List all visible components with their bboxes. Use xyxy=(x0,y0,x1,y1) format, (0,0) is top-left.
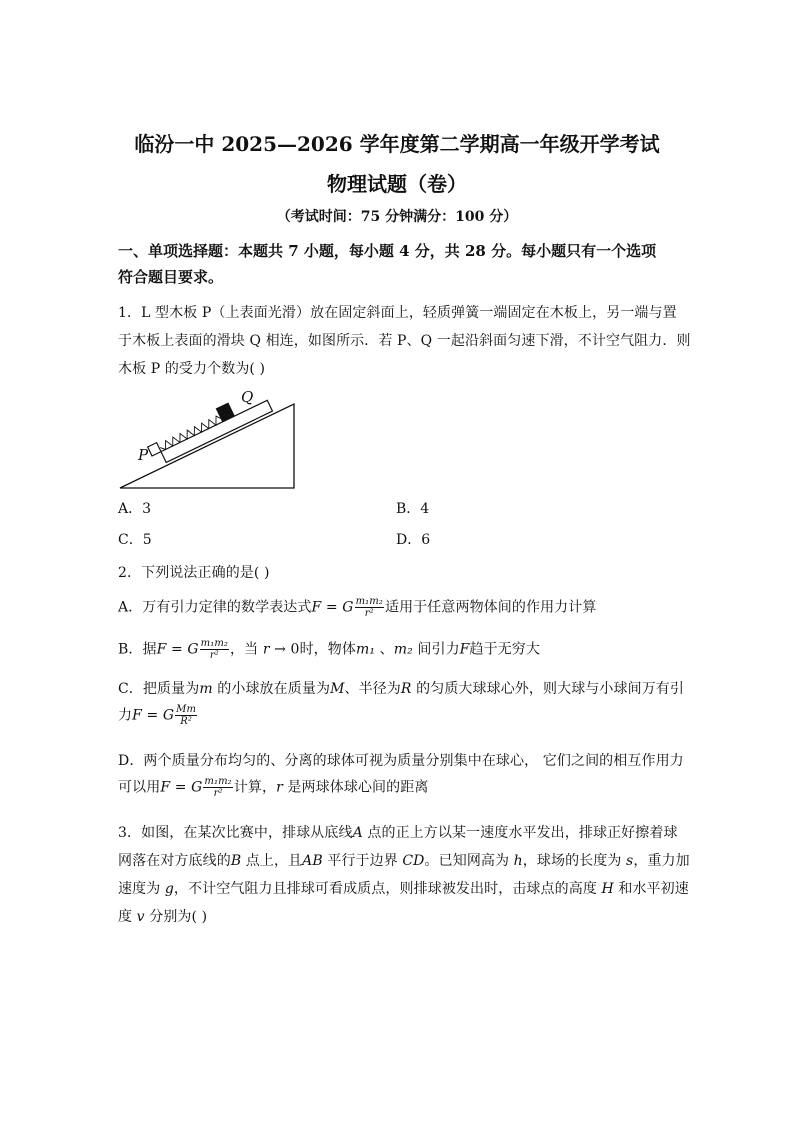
q2-option-a: A．万有引力定律的数学表达式F = G $\frac{\text{m₁m₂}}{\text{r²}}$ 适用于任意两物体间的作用力计算 xyxy=(118,596,597,619)
fraction: $\frac{\text{m₁m₂}}{\text{r²}}$ xyxy=(204,776,232,799)
q3-stem-line1: 3．如图，在某次比赛中，排球从底线A 点的正上方以某一速度水平发出，排球正好擦着球 xyxy=(118,825,678,841)
plank-p xyxy=(145,387,272,467)
fraction: $\frac{\text{m₁m₂}}{\text{r²}}$ xyxy=(355,596,383,619)
label-q: Q xyxy=(241,388,254,406)
exam-subtitle: 物理试题（卷） xyxy=(327,172,467,196)
q1-stem-line2: 于木板上表面的滑块 Q 相连，如图所示．若 P、Q 一起沿斜面匀速下滑，不计空气阻力．则 xyxy=(118,333,691,349)
q1-option-c: C．5 xyxy=(118,532,152,548)
q1-stem-line1: 1．L 型木板 P（上表面光滑）放在固定斜面上，轻质弹簧一端固定在木板上，另一端与置 xyxy=(118,305,677,321)
section-heading-line2: 符合题目要求。 xyxy=(118,268,224,286)
q2-option-c-line2: 力F = G $\frac{Mm}{\text{R²}}$ xyxy=(118,704,197,727)
q3-stem-line4: 度 v 分别为( ) xyxy=(118,909,208,925)
section-heading-line1: 一、单项选择题：本题共 7 小题，每小题 4 分，共 28 分。每小题只有一个选项 xyxy=(118,242,657,260)
fraction: $\frac{\text{m₁m₂}}{\text{r²}}$ xyxy=(200,638,229,661)
q1-stem-line3: 木板 P 的受力个数为( ) xyxy=(118,361,266,377)
q3-stem-line2: 网落在对方底线的B 点上，且AB 平行于边界 CD。已知网高为 h，球场的长度为 s，重力加 xyxy=(118,853,690,869)
q2-option-d-line2: 可以用F = G $\frac{\text{m₁m₂}}{\text{r²}}$ 计算，r 是两球体球心间的距离 xyxy=(118,776,429,799)
q2-option-b: B．据F = G $\frac{\text{m₁m₂}}{\text{r²}}$ ，当 r → 0时，物体m₁ 、m₂ 间引力F趋于无穷大 xyxy=(118,638,540,661)
q1-option-d: D．6 xyxy=(396,532,431,548)
q2-option-d-line1: D．两个质量分布均匀的、分离的球体可视为质量分别集中在球心， 它们之间的相互作用力 xyxy=(118,753,684,769)
exam-info: （考试时间：75 分钟满分：100 分） xyxy=(276,209,518,225)
q2-option-c-line1: C．把质量为m 的小球放在质量为M、半径为R 的匀质大球球心外，则大球与小球间万有引 xyxy=(118,681,685,697)
label-p: P xyxy=(138,446,149,464)
exam-title: 临汾一中 2025—2026 学年度第二学期高一年级开学考试 xyxy=(134,132,660,156)
incline-figure xyxy=(118,386,298,492)
q3-stem-line3: 速度为 g，不计空气阻力且排球可看成质点，则排球被发出时，击球点的高度 H 和水平初速 xyxy=(118,881,689,897)
q1-option-b: B．4 xyxy=(396,501,430,517)
q2-stem: 2．下列说法正确的是( ) xyxy=(118,565,270,581)
q1-option-a: A．3 xyxy=(118,501,152,517)
fraction: $\frac{Mm}{\text{R²}}$ xyxy=(176,704,197,727)
